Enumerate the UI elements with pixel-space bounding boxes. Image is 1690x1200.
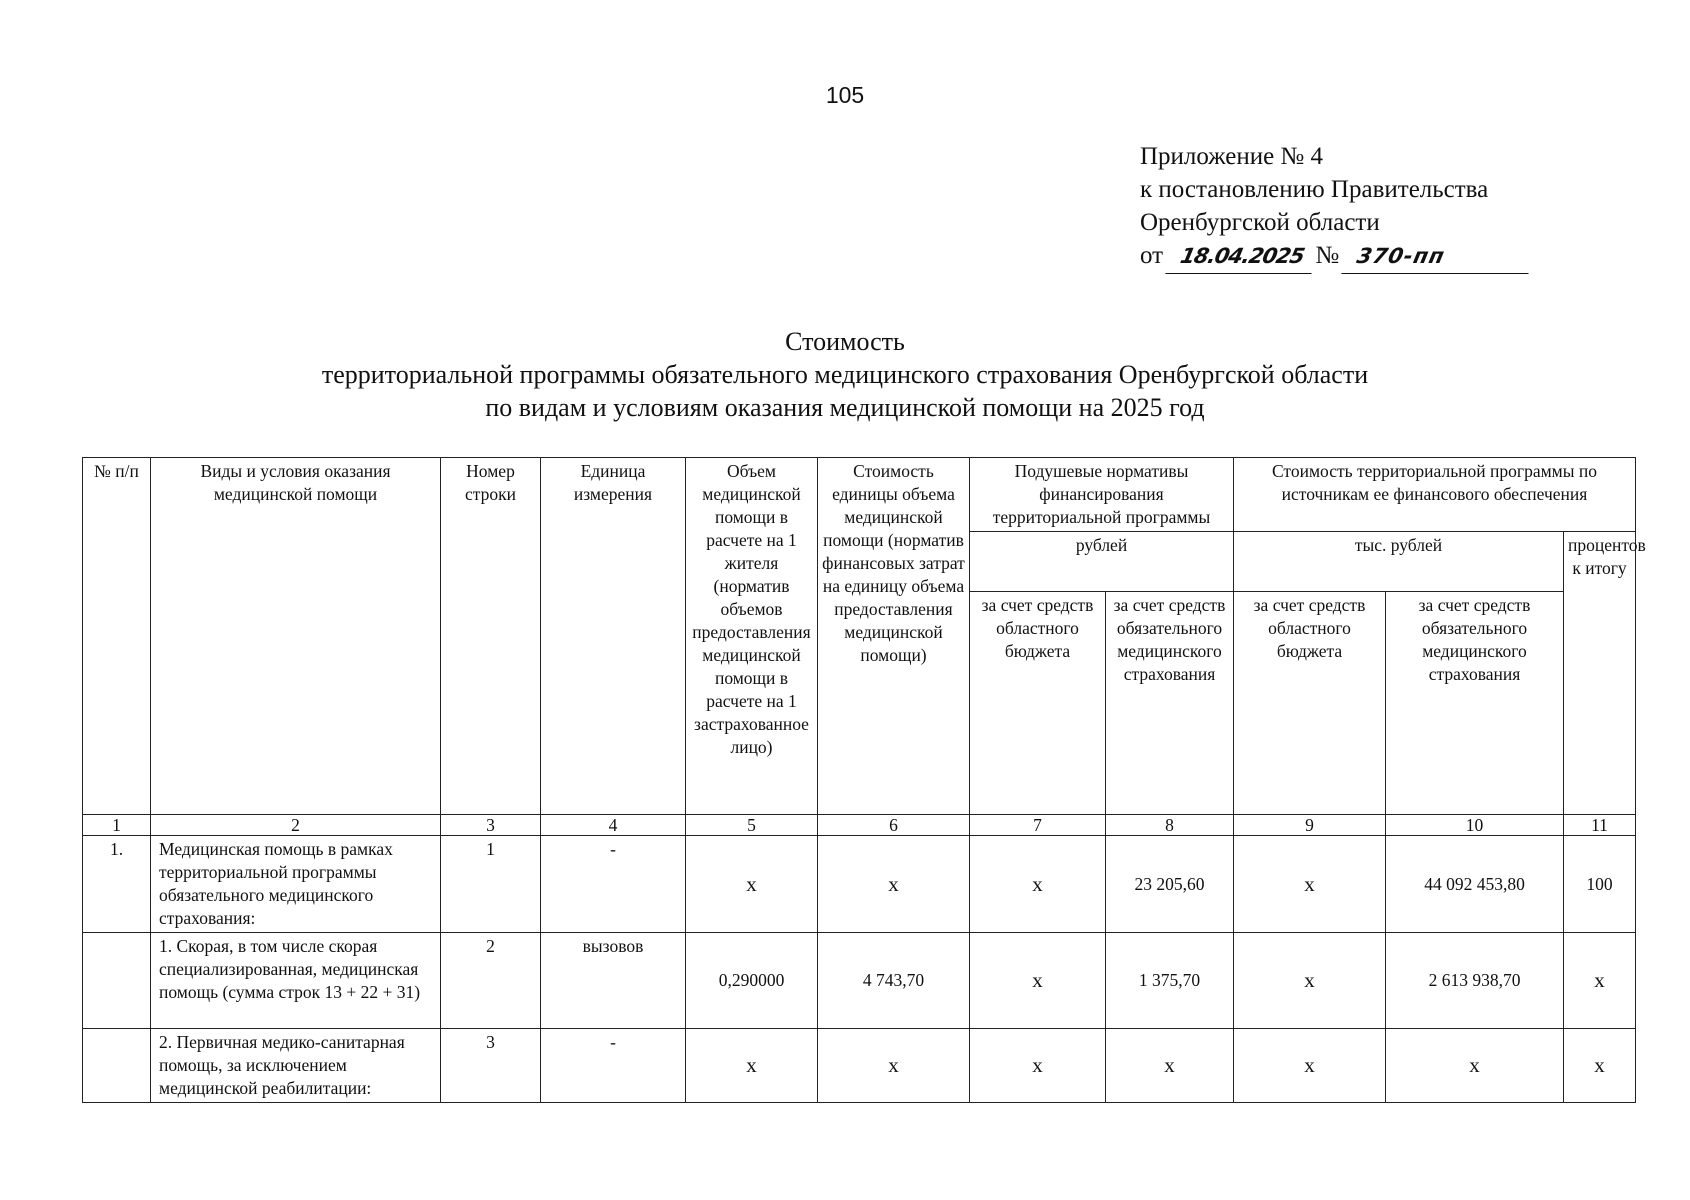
row-line: 1: [441, 836, 541, 933]
row-c10: 2 613 938,70: [1386, 933, 1564, 1029]
row-c7: х: [970, 933, 1106, 1029]
header-col-4: Единица измерения: [541, 458, 686, 815]
column-number: 10: [1386, 815, 1564, 836]
column-number: 2: [151, 815, 441, 836]
row-c6: х: [818, 1029, 970, 1103]
row-c11: х: [1564, 1029, 1636, 1103]
column-number: 1: [83, 815, 151, 836]
column-number: 6: [818, 815, 970, 836]
header-group-per-capita: Подушевые нормативы финансирования территориальной программы: [970, 458, 1234, 532]
row-num: [83, 933, 151, 1029]
row-c5: 0,290000: [686, 933, 818, 1029]
annex-signature-line: [1140, 239, 1532, 274]
table-row: [83, 836, 1636, 933]
cost-table: [82, 457, 1646, 1103]
row-unit: -: [541, 1029, 686, 1103]
column-number: 9: [1234, 815, 1386, 836]
header-col-6: Стоимость единицы объема медицинской помощи (норматив финансовых затрат на единицу объема предоставления медицинской помощи): [818, 458, 970, 815]
annex-block: [1140, 140, 1532, 274]
header-col-8: за счет средств обязательного медицинского страхования: [1106, 592, 1234, 815]
annex-line-1: Приложение № 4: [1140, 143, 1324, 170]
title-line-3: по видам и условиям оказания медицинской помощи на 2025 год: [485, 393, 1205, 422]
annex-date: 18.04.2025: [1166, 240, 1319, 274]
title-line-2: территориальной программы обязательного медицинского страхования Оренбургской области: [321, 360, 1369, 389]
table-row: [83, 933, 1636, 1029]
annex-line-3: Оренбургской области: [1140, 209, 1380, 236]
row-c8: 1 375,70: [1106, 933, 1234, 1029]
column-number: 5: [686, 815, 818, 836]
header-col-11: процентов к итогу: [1564, 532, 1636, 815]
row-c7: х: [970, 1029, 1106, 1103]
document-title: [0, 325, 1690, 424]
row-c6: 4 743,70: [818, 933, 970, 1029]
table-row: [83, 1029, 1636, 1103]
annex-from-label: от: [1140, 242, 1164, 269]
header-col-9: за счет средств областного бюджета: [1234, 592, 1386, 815]
annex-number-label: №: [1315, 242, 1340, 269]
header-rubles: рублей: [970, 532, 1234, 592]
row-name: 1. Скорая, в том числе скорая специализированная, медицинская помощь (сумма строк 13 + 22 + 31): [151, 933, 441, 1029]
header-col-2: Виды и условия оказания медицинской помощи: [151, 458, 441, 815]
row-unit: вызовов: [541, 933, 686, 1029]
header-group-cost: Стоимость территориальной программы по источникам ее финансового обеспечения: [1234, 458, 1636, 532]
row-c8: х: [1106, 1029, 1234, 1103]
column-number: 4: [541, 815, 686, 836]
row-name: Медицинская помощь в рамках территориальной программы обязательного медицинского страхования:: [151, 836, 441, 933]
row-line: 2: [441, 933, 541, 1029]
header-col-1: № п/п: [83, 458, 151, 815]
row-num: 1.: [83, 836, 151, 933]
header-col-10: за счет средств обязательного медицинского страхования: [1386, 592, 1564, 815]
row-c8: 23 205,60: [1106, 836, 1234, 933]
header-col-3: Номер строки: [441, 458, 541, 815]
row-line: 3: [441, 1029, 541, 1103]
column-number: 8: [1106, 815, 1234, 836]
column-number: 11: [1564, 815, 1636, 836]
annex-line-2: к постановлению Правительства: [1140, 176, 1489, 203]
row-c9: х: [1234, 836, 1386, 933]
row-unit: -: [541, 836, 686, 933]
row-c6: х: [818, 836, 970, 933]
column-number-row: [83, 815, 1636, 836]
row-c10: 44 092 453,80: [1386, 836, 1564, 933]
title-line-1: Стоимость: [785, 327, 905, 356]
row-c10: х: [1386, 1029, 1564, 1103]
header-col-5: Объем медицинской помощи в расчете на 1 жителя (норматив объемов предоставления медицинской помощи в расчете на 1 застрахованное лицо): [686, 458, 818, 815]
row-c11: 100: [1564, 836, 1636, 933]
header-col-7: за счет средств областного бюджета: [970, 592, 1106, 815]
row-c7: х: [970, 836, 1106, 933]
row-c9: х: [1234, 1029, 1386, 1103]
page-number: 105: [825, 82, 865, 108]
annex-number: 370-пп: [1342, 240, 1536, 274]
row-name: 2. Первичная медико-санитарная помощь, за исключением медицинской реабилитации:: [151, 1029, 441, 1103]
header-thousand-rubles: тыс. рублей: [1234, 532, 1564, 592]
row-c9: х: [1234, 933, 1386, 1029]
row-c11: х: [1564, 933, 1636, 1029]
row-num: [83, 1029, 151, 1103]
column-number: 3: [441, 815, 541, 836]
column-number: 7: [970, 815, 1106, 836]
row-c5: х: [686, 1029, 818, 1103]
row-c5: х: [686, 836, 818, 933]
